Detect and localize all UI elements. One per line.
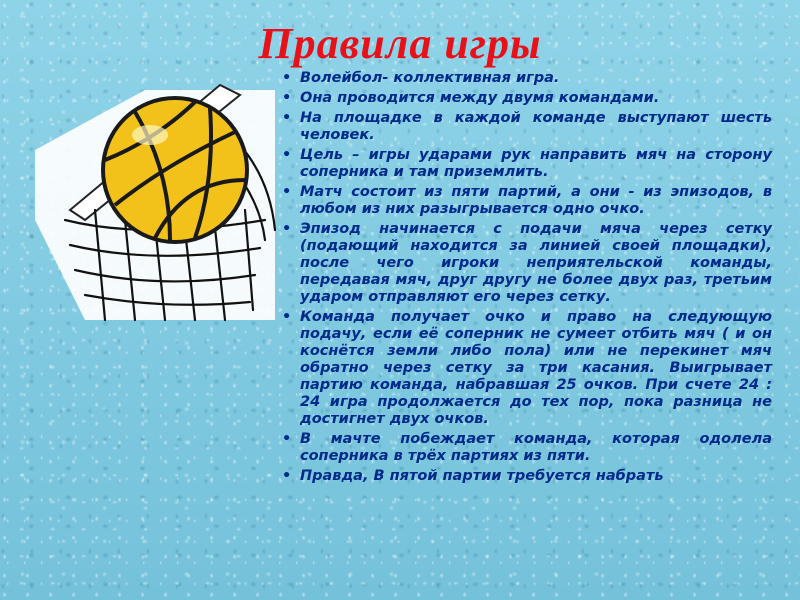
- rule-item: • Волейбол- коллективная игра.: [282, 70, 772, 87]
- rule-item: • Эпизод начинается с подачи мяча через сетку (подающий находится за линией своей площадки), после чего игроки неприятельской команды, передавая мяч, друг другу не более двух раз, третьим ударом отправляют его через сетку.: [282, 221, 772, 306]
- rule-item: • На площадке в каждой команде выступают шесть человек.: [282, 110, 772, 144]
- rules-content: [282, 70, 772, 488]
- rule-item: • Правда, В пятой партии требуется набрать: [282, 468, 772, 485]
- rule-item: • Матч состоит из пяти партий, а они - из эпизодов, в любом из них разыгрывается одно очко.: [282, 184, 772, 218]
- rules-list: [282, 70, 772, 485]
- volleyball-net-clipart-icon: [25, 70, 285, 330]
- rule-item: • В мачте побеждает команда, которая одолела соперника в трёх партиях из пяти.: [282, 431, 772, 465]
- rule-item: • Цель – игры ударами рук направить мяч на сторону соперника и там приземлить.: [282, 147, 772, 181]
- rule-item: • Команда получает очко и право на следующую подачу, если её соперник не сумеет отбить мяч ( и он коснётся земли либо пола) или не перекинет мяч обратно через сетку за три касания. Выигрывает партию команда, набравшая 25 очков. При счете 24 : 24 игра продолжается до тех пор, пока разница не достигнет двух очков.: [282, 309, 772, 428]
- rule-item: • Она проводится между двумя командами.: [282, 90, 772, 107]
- slide-title: Правила игры: [258, 19, 542, 68]
